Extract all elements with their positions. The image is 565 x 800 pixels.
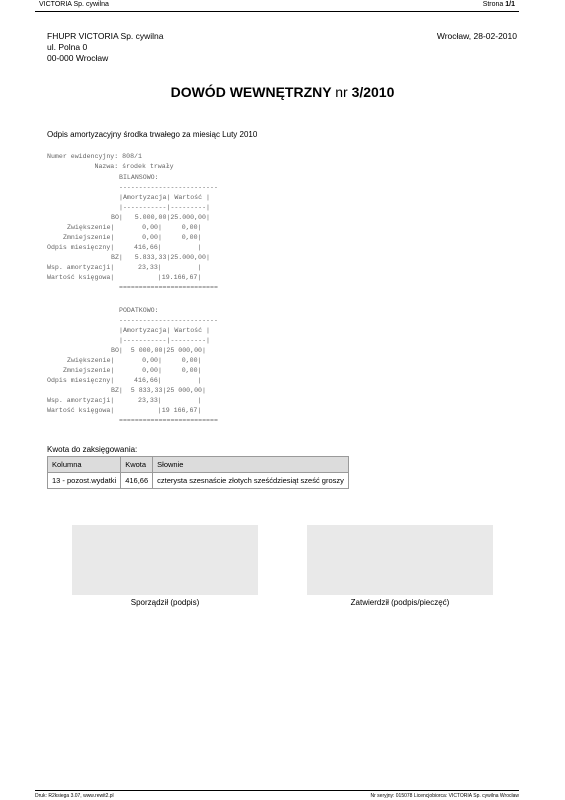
podatkowo-rule-top: ------------------------- — [119, 317, 218, 324]
bilansowo-col-header: |Amortyzacja| Wartość | — [119, 194, 211, 201]
page-header-bar — [35, 0, 519, 12]
document-number: 3/2010 — [351, 84, 395, 100]
page-label: Strona — [482, 1, 504, 8]
asset-number-line: Numer ewidencyjny: 808/1 — [47, 153, 142, 160]
podatkowo-row-bz: BZ| 5 833,33|25 000,00| — [111, 387, 206, 394]
podatkowo-col-header: |Amortyzacja| Wartość | — [119, 327, 211, 334]
signature-label-prepared: Sporządził (podpis) — [130, 598, 200, 607]
signature-box-approved — [307, 525, 493, 595]
bilansowo-row-zmniejszenie: Zmniejszenie| 0,00| 0,00| — [63, 234, 202, 241]
podatkowo-row-odpis: Odpis miesięczny| 416,66| | — [47, 377, 202, 384]
header-company: VICTORIA Sp. cywilna — [39, 1, 109, 8]
place-date: Wrocław, 28-02-2010 — [436, 31, 517, 41]
page-footer — [35, 790, 519, 800]
company-street: ul. Polna 0 — [47, 42, 88, 52]
podatkowo-row-zwiekszenie: Zwiększenie| 0,00| 0,00| — [67, 357, 202, 364]
bilansowo-block — [47, 173, 218, 293]
page-indicator — [483, 1, 515, 8]
bilansowo-rule-bottom: ========================= — [119, 284, 218, 291]
signature-box-prepared — [72, 525, 258, 595]
bilansowo-rule-top: ------------------------- — [119, 184, 218, 191]
document-nr-label: nr — [335, 84, 348, 100]
kwota-cell-kolumna: 13 - pozost.wydatki — [48, 473, 121, 489]
kwota-table — [47, 456, 349, 489]
kwota-header-kwota: Kwota — [121, 457, 153, 473]
bilansowo-row-zwiekszenie: Zwiększenie| 0,00| 0,00| — [67, 224, 202, 231]
kwota-label: Kwota do zaksięgowania: — [47, 445, 138, 454]
asset-info — [47, 152, 174, 172]
company-postal-city: 00-000 Wrocław — [47, 53, 109, 63]
company-name: FHUPR VICTORIA Sp. cywilna — [47, 31, 164, 41]
table-row — [48, 473, 349, 489]
footer-print-info: Druk: R2ksiega 3.07, www.rewit2.pl — [35, 793, 114, 799]
podatkowo-row-zmniejszenie: Zmniejszenie| 0,00| 0,00| — [63, 367, 202, 374]
kwota-cell-slownie: czterysta szesnaście złotych sześćdziesiąt sześć groszy — [153, 473, 349, 489]
bilansowo-rule-header: |-----------|---------| — [119, 204, 211, 211]
kwota-cell-kwota: 416,66 — [121, 473, 153, 489]
podatkowo-rule-header: |-----------|---------| — [119, 337, 211, 344]
page-value: 1/1 — [505, 1, 515, 8]
bilansowo-heading: BILANSOWO: — [119, 174, 159, 181]
podatkowo-heading: PODATKOWO: — [119, 307, 159, 314]
asset-name-line: Nazwa: środek trwały — [47, 163, 174, 170]
company-address-block — [47, 31, 164, 64]
document-title — [0, 84, 565, 100]
podatkowo-row-bo: BO| 5 000,00|25 000,00| — [111, 347, 206, 354]
bilansowo-row-odpis: Odpis miesięczny| 416,66| | — [47, 244, 202, 251]
bilansowo-row-wartosc: Wartość księgowa| |19.166,67| — [47, 274, 202, 281]
document-subtitle: Odpis amortyzacyjny środka trwałego za miesiąc Luty 2010 — [47, 130, 258, 139]
bilansowo-row-bo: BO| 5.000,00|25.000,00| — [111, 214, 210, 221]
podatkowo-row-wartosc: Wartość księgowa| |19 166,67| — [47, 407, 202, 414]
document-title-text: DOWÓD WEWNĘTRZNY — [170, 84, 332, 100]
kwota-header-slownie: Słownie — [153, 457, 349, 473]
podatkowo-row-wsp: Wsp. amortyzacji| 23,33| | — [47, 397, 202, 404]
footer-license-info: Nr seryjny: 015078 Licencjobiorca: VICTORIA Sp. cywilna Wrocław — [370, 793, 519, 799]
kwota-header-kolumna: Kolumna — [48, 457, 121, 473]
signature-label-approved: Zatwierdził (podpis/pieczęć) — [350, 598, 450, 607]
bilansowo-row-wsp: Wsp. amortyzacji| 23,33| | — [47, 264, 202, 271]
podatkowo-block — [47, 306, 218, 426]
podatkowo-rule-bottom: ========================= — [119, 417, 218, 424]
kwota-header-row — [48, 457, 349, 473]
bilansowo-row-bz: BZ| 5.833,33|25.000,00| — [111, 254, 210, 261]
